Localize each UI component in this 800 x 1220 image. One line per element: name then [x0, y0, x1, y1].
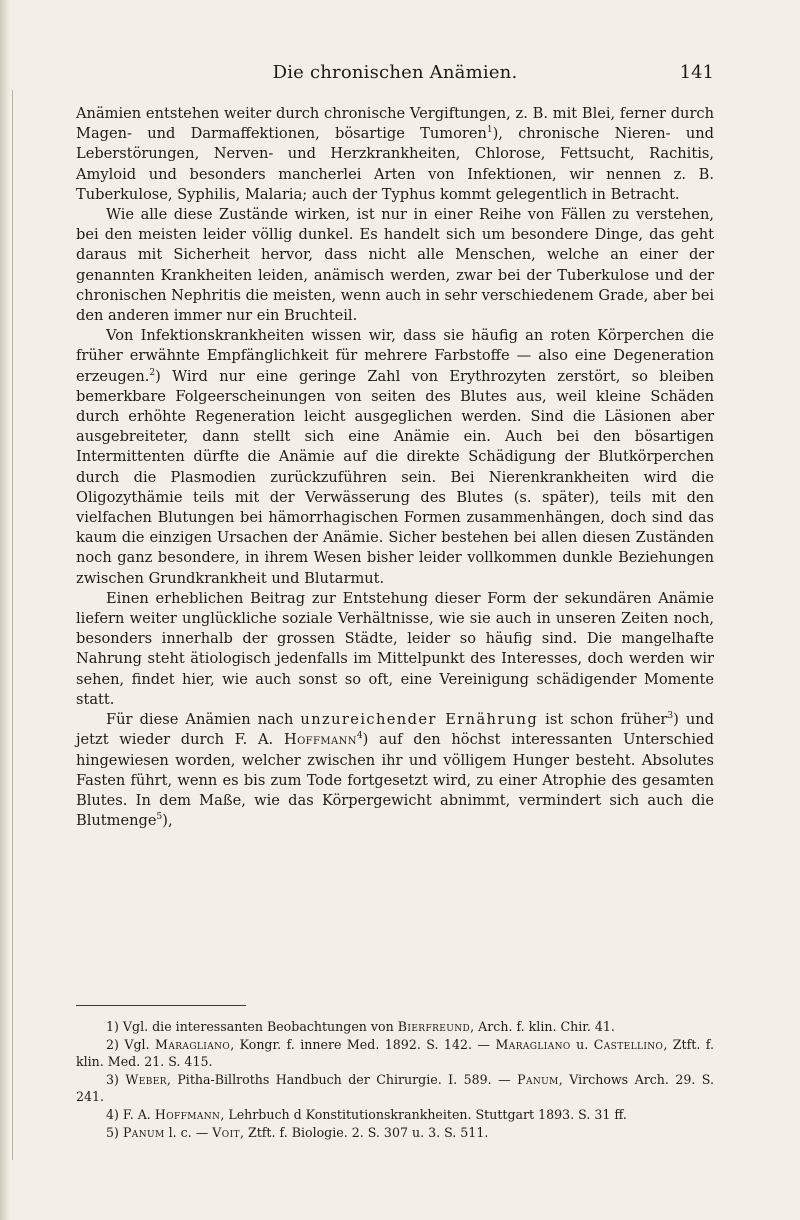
fn-text: , Virchows Arch. 29. S. 241. [76, 1071, 714, 1105]
paragraph-5-text-b: ist schon früher [545, 711, 668, 729]
footnote-separator [76, 1005, 246, 1006]
paragraph-5-text-e: ), [162, 812, 173, 830]
fn-text: 4) F. A. [106, 1106, 155, 1122]
fn-text: , Arch. f. klin. Chir. 41. [470, 1019, 615, 1034]
fn-author: Castellino [593, 1036, 664, 1052]
fn-text: 2) Vgl. [106, 1036, 156, 1052]
fn-author: Maragliano [495, 1036, 571, 1052]
fn-text: , Lehrbuch d Konstitutionskrankheiten. Stuttgart 1893. S. 31 ff. [220, 1106, 627, 1122]
paragraph-3 [76, 326, 714, 589]
paragraph-5-text-d: ) auf den höchst interessanten Unterschied hingewiesen worden, welcher zwischen ihr und völligem Hunger besteht. Absolutes Fasten führt, wenn es bis zum Tode fortgesetzt wird, zu einer Atrophie des gesamten Blutes. In dem Maße, wie das Körpergewicht abnimmt, vermindert sich auch die Blutmenge [76, 731, 715, 830]
footnote-5 [76, 1124, 714, 1142]
fn-author: Panum [517, 1071, 559, 1087]
fn-text: u. [570, 1036, 594, 1052]
paragraph-1-text-a: Anämien entstehen weiter durch chronische Vergiftungen, z. B. mit Blei, ferner durch Magen- und Darmaffektionen, bösartige Tumoren [76, 105, 714, 143]
fn-text: , Pitha-Billroths Handbuch der Chirurgie. I. 589. — [166, 1071, 518, 1087]
footnote-ref-5: 5 [156, 812, 163, 823]
fn-text: 1) Vgl. die interessanten Beobachtungen von [106, 1019, 398, 1034]
paragraph-3-text-b: ) Wird nur eine geringe Zahl von Erythrozyten zerstört, so bleiben bemerkbare Folgeerscheinungen von seiten des Blutes aus, weil kleine Schäden durch erhöhte Regeneration leicht ausgeglichen werden. Sind die Läsionen aber ausgebreiteter, dann stellt sich eine Anämie ein. Auch bei den bösartigen Intermittenten dürfte die Anämie auf die direkte Schädigung der Blutkörperchen durch die Plasmodien zurückzuführen sein. Bei Nierenkrankheiten wird die Oligozythämie teils mit der Verwässerung des Blutes (s. später), teils mit den vielfachen Blutungen bei hämorrhagischen Formen zusammenhängen, doch sind das kaum die einzigen Ursachen der Anämie. Sicher bestehen bei allen diesen Zuständen noch ganz besondere, in ihrem Wesen bisher leider vollkommen dunkle Beziehungen zwischen Grundkrankheit und Blutarmut. [76, 367, 714, 587]
fn-text: , Ztft. f. Biologie. 2. S. 307 u. 3. S. 511. [239, 1124, 489, 1140]
footnote-ref-1: 1 [486, 125, 493, 136]
paragraph-1-text-b: ), chronische Nieren- und Leberstörungen, Nerven- und Herzkrankheiten, Chlorose, Fettsucht, Rachitis, Amyloid und besonders mancherlei Arten von Infektionen, wir nennen z. B. Tuberkulose, Syphilis, Malaria; auch der Typhus kommt gelegentlich in Betracht. [76, 125, 714, 203]
spaced-emphasis: unzureichender Ernährung [300, 711, 539, 729]
footnote-3 [76, 1071, 714, 1106]
page-header [76, 62, 714, 86]
paragraph-4: Einen erheblichen Beitrag zur Entstehung dieser Form der sekundären Anämie liefern weiter unglückliche soziale Verhältnisse, wie sie auch in unseren Zeiten noch, besonders innerhalb der grossen Städte, leider so häufig sind. Die mangelhafte Nahrung steht ätiologisch jedenfalls im Mittelpunkt des Interesses, doch werden wir sehen, findet hier, wie auch sonst so oft, eine Vereinigung schädigender Momente statt. [76, 589, 714, 708]
fn-text: , Ztft. f. klin. Med. 21. S. 415. [76, 1036, 715, 1070]
fn-author: Bierfreund [397, 1019, 471, 1034]
author-name: Hoffmann [283, 731, 357, 749]
fn-author: Hoffmann [154, 1106, 221, 1122]
main-text [76, 104, 714, 831]
footnote-1 [76, 1018, 714, 1036]
running-title: Die chronischen Anämien. [272, 62, 518, 83]
fn-text: , Kongr. f. innere Med. 1892. S. 142. — [230, 1036, 496, 1052]
fn-text: l. c. — [164, 1124, 213, 1140]
paragraph-5 [76, 710, 714, 831]
fn-text: 5) [106, 1124, 123, 1140]
page-gutter-shadow [0, 0, 10, 1220]
footnote-4 [76, 1106, 714, 1124]
paragraph-2: Wie alle diese Zustände wirken, ist nur in einer Reihe von Fällen zu verstehen, bei den meisten leider völlig dunkel. Es handelt sich um besondere Dinge, das geht daraus mit Sicherheit hervor, dass nicht alle Menschen, welche an einer der genannten Krankheiten leiden, anämisch werden, zwar bei der Tuberkulose und der chronischen Nephritis die meisten, wenn auch in sehr verschiedenem Grade, aber bei den anderen immer nur ein Bruchteil. [76, 206, 714, 325]
footnote-ref-2: 2 [149, 367, 156, 378]
footnotes [76, 1018, 714, 1141]
fn-author: Weber [125, 1071, 167, 1087]
fn-author: Maragliano [155, 1036, 231, 1052]
footnote-ref-4: 4 [356, 731, 363, 742]
page-number: 141 [679, 62, 714, 83]
gutter-margin-line [12, 90, 13, 1160]
paragraph-5-text-c: ) und jetzt wieder durch F. A. [76, 711, 714, 749]
fn-text: 3) [106, 1071, 126, 1087]
paragraph-3-text-a: Von Infektionskrankheiten wissen wir, dass sie häufig an roten Körperchen die früher erwähnte Empfänglichkeit für mehrere Farbstoffe — also eine Degeneration erzeugen. [76, 327, 714, 385]
fn-author: Panum [122, 1124, 165, 1140]
footnote-2 [76, 1036, 714, 1071]
paragraph-1 [76, 104, 714, 205]
footnote-ref-3: 3 [667, 711, 674, 722]
fn-author: Voit [212, 1124, 240, 1140]
paragraph-5-text-a: Für diese Anämien nach [106, 711, 294, 729]
